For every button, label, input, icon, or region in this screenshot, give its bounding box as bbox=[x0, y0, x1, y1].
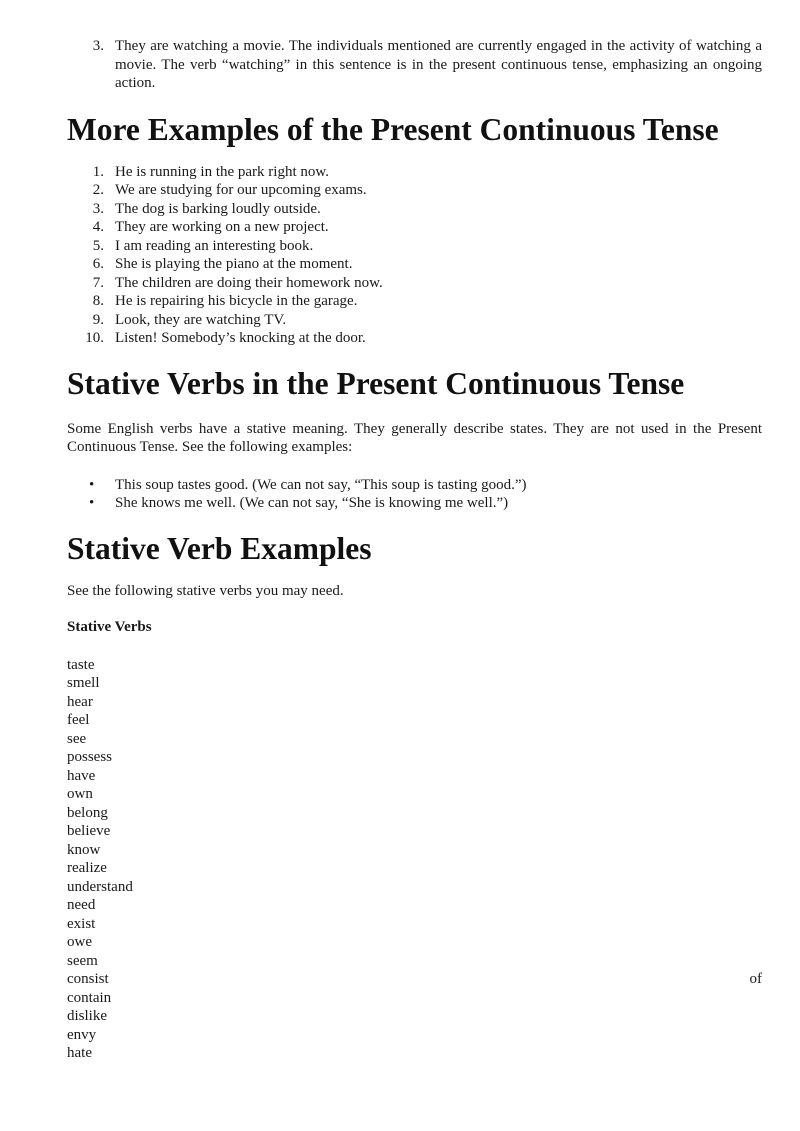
verb-word: hear bbox=[67, 693, 93, 710]
list-item bbox=[67, 329, 762, 348]
list-number: 3. bbox=[92, 38, 104, 54]
bullet-icon: • bbox=[89, 495, 95, 511]
verb-word: have bbox=[67, 767, 96, 784]
list-text: The dog is barking loudly outside. bbox=[115, 200, 321, 217]
list-item bbox=[67, 237, 762, 256]
verb-row bbox=[67, 841, 762, 860]
list-number: 6. bbox=[92, 256, 104, 272]
stative-verbs-title bbox=[67, 618, 762, 637]
verb-row bbox=[67, 933, 762, 952]
verb-row bbox=[67, 1026, 762, 1045]
list-text: They are working on a new project. bbox=[115, 219, 329, 235]
list-number: 7. bbox=[92, 274, 104, 291]
verb-row bbox=[67, 1044, 762, 1063]
bullet-text: This soup tastes good. (We can not say, “This soup is tasting good.”) bbox=[115, 476, 527, 493]
list-text: He is repairing his bicycle in the garage. bbox=[115, 293, 358, 309]
stative-examples-paragraph: See the following stative verbs you may need. bbox=[67, 582, 344, 599]
stative-intro-paragraph: Some English verbs have a stative meaning. They generally describe states. They are not used in the Present Continuous Tense. See the following examples: bbox=[67, 420, 762, 455]
verb-row bbox=[67, 785, 762, 804]
list-number: 2. bbox=[92, 182, 104, 198]
list-item bbox=[67, 274, 762, 293]
verb-row bbox=[67, 970, 762, 989]
list-item bbox=[67, 200, 762, 219]
list-text: The children are doing their homework now. bbox=[115, 274, 383, 291]
verb-word: dislike bbox=[67, 1008, 107, 1024]
list-text: He is running in the park right now. bbox=[115, 163, 329, 180]
verb-row bbox=[67, 1007, 762, 1026]
verb-row bbox=[67, 767, 762, 786]
verb-word: owe bbox=[67, 934, 92, 950]
list-text: Look, they are watching TV. bbox=[115, 311, 287, 328]
verb-suffix: of bbox=[749, 971, 762, 987]
intro-list bbox=[67, 37, 762, 93]
verb-word: belong bbox=[67, 804, 108, 821]
bullet-icon: • bbox=[89, 476, 95, 493]
verb-row bbox=[67, 915, 762, 934]
stative-verbs-list bbox=[67, 656, 762, 1063]
list-number: 1. bbox=[92, 163, 104, 180]
stative-examples-bullets bbox=[67, 476, 762, 513]
list-text: They are watching a movie. The individuals mentioned are currently engaged in the activity of watching a movie. The verb “watching” in this sentence is in the present continuous tense, emphasizing an ongoing action. bbox=[115, 38, 762, 91]
list-item bbox=[67, 292, 762, 311]
list-number: 4. bbox=[92, 219, 104, 235]
list-number: 9. bbox=[92, 311, 104, 328]
verb-word: smell bbox=[67, 675, 100, 691]
verb-row bbox=[67, 804, 762, 823]
verb-row bbox=[67, 711, 762, 730]
verb-row bbox=[67, 822, 762, 841]
verb-row bbox=[67, 656, 762, 675]
verb-row bbox=[67, 878, 762, 897]
list-item bbox=[67, 311, 762, 330]
verb-word: know bbox=[67, 841, 101, 858]
section-heading-stative-verb-examples: Stative Verb Examples bbox=[67, 530, 372, 566]
verb-word: consist bbox=[67, 971, 109, 987]
verb-word: understand bbox=[67, 878, 133, 895]
verb-word: need bbox=[67, 897, 96, 913]
verb-word: own bbox=[67, 786, 93, 802]
more-examples-list bbox=[67, 163, 762, 348]
verb-row bbox=[67, 748, 762, 767]
verb-word: seem bbox=[67, 952, 98, 969]
verb-word: envy bbox=[67, 1026, 97, 1043]
verb-word: possess bbox=[67, 749, 113, 765]
verb-row bbox=[67, 989, 762, 1008]
verb-row bbox=[67, 693, 762, 712]
verb-row bbox=[67, 952, 762, 971]
list-item bbox=[67, 37, 762, 93]
verb-word: see bbox=[67, 730, 87, 747]
list-text: We are studying for our upcoming exams. bbox=[115, 182, 367, 198]
verb-row bbox=[67, 730, 762, 749]
verb-word: exist bbox=[67, 915, 96, 932]
list-item bbox=[67, 218, 762, 237]
list-text: She is playing the piano at the moment. bbox=[115, 256, 353, 272]
list-item bbox=[67, 255, 762, 274]
section-heading-more-examples: More Examples of the Present Continuous Tense bbox=[67, 111, 719, 147]
verb-word: realize bbox=[67, 860, 107, 876]
verb-row bbox=[67, 896, 762, 915]
verb-word: hate bbox=[67, 1045, 92, 1061]
list-number: 8. bbox=[92, 293, 104, 309]
bullet-text: She knows me well. (We can not say, “She is knowing me well.”) bbox=[115, 495, 509, 511]
section-heading-stative-verbs: Stative Verbs in the Present Continuous Tense bbox=[67, 365, 685, 401]
list-item bbox=[67, 181, 762, 200]
bullet-item bbox=[67, 494, 762, 513]
verb-row bbox=[67, 859, 762, 878]
bullet-item bbox=[67, 476, 762, 495]
list-number: 3. bbox=[92, 200, 104, 217]
list-text: Listen! Somebody’s knocking at the door. bbox=[115, 330, 366, 346]
verb-word: contain bbox=[67, 989, 112, 1006]
verb-word: taste bbox=[67, 656, 95, 673]
list-item bbox=[67, 163, 762, 182]
verb-word: feel bbox=[67, 712, 90, 728]
stative-verbs-title-text: Stative Verbs bbox=[67, 619, 152, 635]
list-text: I am reading an interesting book. bbox=[115, 237, 314, 254]
list-number: 5. bbox=[92, 237, 104, 254]
verb-row bbox=[67, 674, 762, 693]
verb-word: believe bbox=[67, 823, 111, 839]
list-number: 10. bbox=[85, 330, 104, 346]
